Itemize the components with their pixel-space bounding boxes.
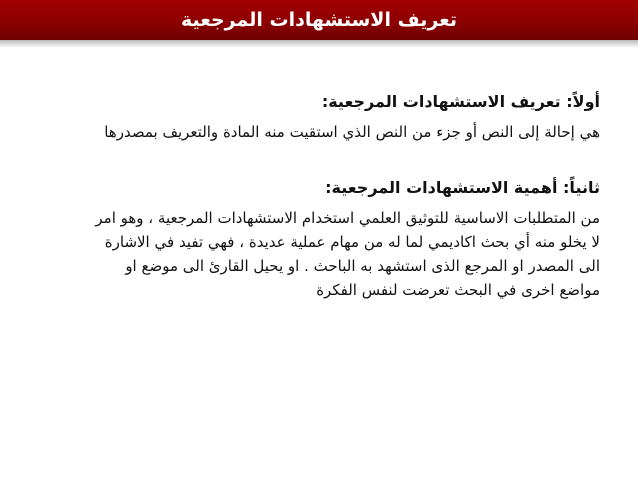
slide-content xyxy=(40,90,600,302)
section-importance-heading: ثانياً: أهمية الاستشهادات المرجعية: xyxy=(325,178,600,197)
section-importance xyxy=(40,176,600,302)
section-importance-body xyxy=(40,206,600,302)
body-line: من المتطلبات الاساسية للتوثيق العلمي استخدام الاستشهادات المرجعية ، وهو امر xyxy=(95,209,600,227)
body-line: لا يخلو منه أي بحث اكاديمي لما له من مهام عملية عديدة ، فهي تفيد في الاشارة xyxy=(104,233,600,251)
slide-title: تعريف الاستشهادات المرجعية xyxy=(180,9,458,31)
section-definition-body: هي إحالة إلى النص أو جزء من النص الذي استقيت منه المادة والتعريف بمصدرها xyxy=(104,123,600,141)
section-definition-heading: أولاً: تعريف الاستشهادات المرجعية: xyxy=(321,92,600,111)
body-line: الى المصدر او المرجع الذى استشهد به الباحث . او يحيل القارئ الى موضع او xyxy=(125,257,600,275)
slide-title-bar xyxy=(0,0,638,40)
body-line: مواضع اخرى في البحث تعرضت لنفس الفكرة xyxy=(316,281,600,299)
title-bar-shadow xyxy=(0,40,638,48)
section-definition xyxy=(40,90,600,144)
